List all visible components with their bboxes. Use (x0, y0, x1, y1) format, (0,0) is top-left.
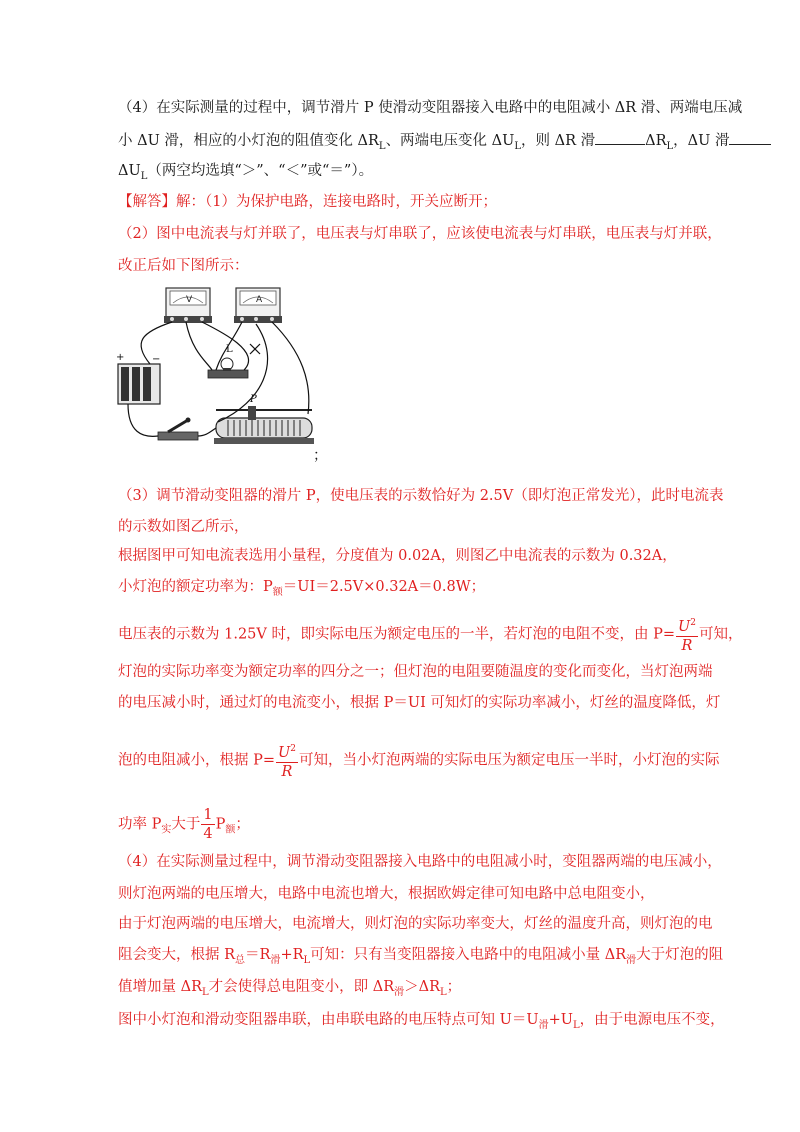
answer-line-14: 则灯泡两端的电压增大，电路中电流也增大，根据欧姆定律可知电路中总电阻变小， (118, 886, 655, 902)
answer-line-12: 功率 $P_实$大于 $\frac{1}{4}$ $P_额$； (118, 807, 250, 842)
answer-line-15: 由于灯泡两端的电压增大，电流增大，则灯泡的实际功率变大，灯丝的温度升高，则灯泡的电 (118, 916, 713, 932)
power-formula-fraction: $\frac{U^2}{R}$ (676, 614, 698, 655)
battery-plus: + (116, 352, 125, 363)
answer-tag: 【解答】 (118, 194, 176, 210)
lamp-label: L (226, 344, 233, 355)
voltmeter-label: V (186, 295, 193, 305)
answer-blank-1[interactable] (595, 130, 645, 145)
answer-line-17: 值增加量 $\Delta R_L$才会使得总电阻变小，即 $\Delta R_滑>\Delta R_L$； (118, 979, 462, 998)
question-line-1: （4）在实际测量的过程中，调节滑片 P 使滑动变阻器接入电路中的电阻减小 ΔR 滑、两端电压减 (118, 100, 743, 116)
ammeter-icon (234, 288, 282, 323)
circuit-figure (112, 282, 338, 466)
ammeter-label: A (256, 295, 263, 305)
answer-line-1: 【解答】解：（1）为保护电路，连接电路时，开关应断开； (118, 194, 497, 210)
answer-line-11: 泡的电阻减小，根据 P= $\frac{U^2}{R}$ 可知，当小灯泡两端的实际电压为额定电压一半时，小灯泡的实际 (118, 740, 719, 781)
answer-line-10: 的电压减小时，通过灯的电流变小，根据 P＝UI 可知灯的实际功率减小，灯丝的温度降低，灯 (118, 695, 721, 711)
answer-line-8: 电压表的示数为 1.25V 时，即实际电压为额定电压的一半，若灯泡的电阻不变，由 P= $\frac{U^2}{R}$ 可知， (118, 614, 742, 655)
quarter-fraction: $\frac{1}{4}$ (203, 807, 213, 842)
answer-line-6: 根据图甲可知电流表选用小量程，分度值为 0.02A，则图乙中电流表的示数为 0.32A， (118, 548, 677, 564)
answer-line-13: （4）在实际测量过程中，调节滑动变阻器接入电路中的电阻减小时，变阻器两端的电压减小， (118, 854, 722, 870)
answer-line-7: 小灯泡的额定功率为：$P_额=UI=2.5V\times 0.32A=0.8W$； (118, 579, 486, 598)
answer-blank-2[interactable] (729, 130, 771, 145)
answer-line-18: 图中小灯泡和滑动变阻器串联，由串联电路的电压特点可知 $U=U_滑+U_L$，由于电源电压不变， (118, 1012, 725, 1031)
voltmeter-icon (164, 288, 212, 323)
question-line-2: 小 ΔU 滑，相应的小灯泡的阻值变化 $\Delta R_L$、两端电压变化 $\Delta U_L$，则 ΔR 滑 $\Delta R_L$，ΔU 滑 (118, 130, 771, 157)
battery-minus: − (152, 354, 161, 365)
power-formula-fraction-2: $\frac{U^2}{R}$ (276, 740, 298, 781)
answer-line-16: 阻会变大，根据 $R_总=R_滑+R_L$可知：只有当变阻器接入电路中的电阻减小量 $\Delta R_滑$大于灯泡的阻 (118, 947, 724, 966)
answer-line-9: 灯泡的实际功率变为额定功率的四分之一；但灯泡的电阻要随温度的变化而变化，当灯泡两端 (118, 664, 713, 680)
answer-line-3: 改正后如下图所示： (118, 258, 249, 274)
slider-label: P (250, 394, 257, 405)
answer-line-5: 的示数如图乙所示， (118, 519, 249, 535)
answer-line-2: （2）图中电流表与灯并联了，电压表与灯串联了，应该使电流表与灯串联，电压表与灯并联， (118, 226, 722, 242)
answer-line-4: （3）调节滑动变阻器的滑片 P，使电压表的示数恰好为 2.5V（即灯泡正常发光），此时电流表 (118, 488, 724, 504)
figure-trailing-mark: ； (313, 448, 328, 464)
question-line-3: $\Delta U_L$（两空均选填“＞”、“＜”或“＝”）。 (118, 163, 374, 182)
